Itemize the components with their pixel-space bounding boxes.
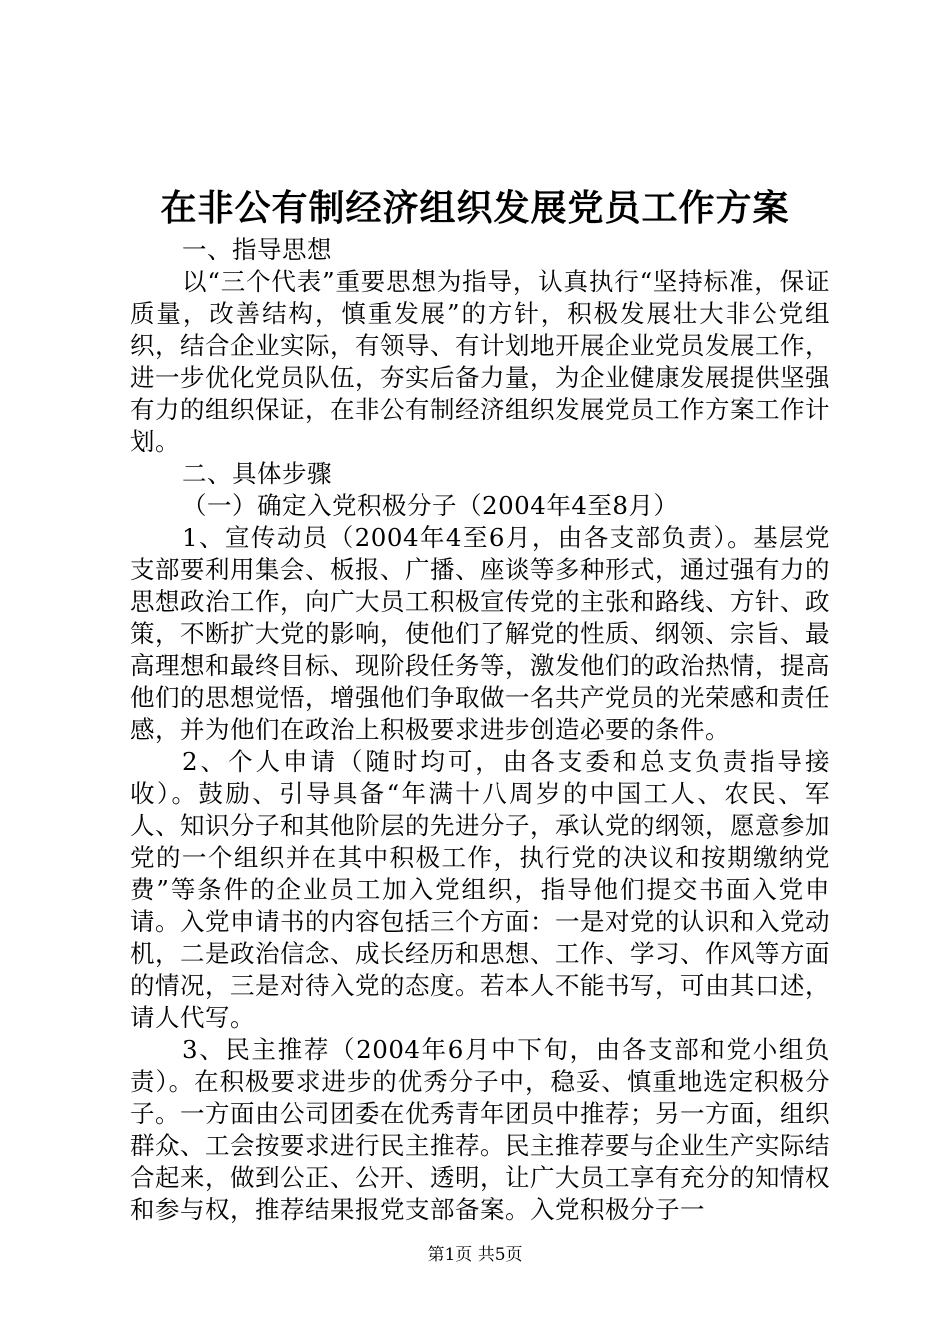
section-heading-guiding-thought: 一、指导思想 <box>182 235 332 264</box>
paragraph-recommendation: 3、民主推荐（2004年6月中下旬，由各支部和党小组负责）。在积极要求进步的优秀分子中，稳妥、慎重地选定积极分子。一方面由公司团委在优秀青年团员中推荐；另一方面，组织群众、工会按要求进行民主推荐。民主推荐要与企业生产实际结合起来，做到公正、公开、透明，让广大员工享有充分的知情权和参与权，推荐结果报党支部备案。入党积极分子一 <box>130 1035 830 1224</box>
paragraph-guiding-thought: 以“三个代表”重要思想为指导，认真执行“坚持标准，保证质量，改善结构，慎重发展”的方针，积极发展壮大非公党组织，结合企业实际，有领导、有计划地开展企业党员发展工作，进一步优化党员队伍，夯实后备力量，为企业健康发展提供坚强有力的组织保证，在非公有制经济组织发展党员工作方案工作计划。 <box>130 267 830 456</box>
document-body <box>130 234 830 1226</box>
document-title: 在非公有制经济组织发展党员工作方案 <box>160 187 790 229</box>
paragraph-publicity: 1、宣传动员（2004年4至6月，由各支部负责）。基层党支部要利用集会、板报、广播、座谈等多种形式，通过强有力的思想政治工作，向广大员工积极宣传党的主张和路线、方针、政策，不断扩大党的影响，使他们了解党的性质、纲领、宗旨、最高理想和最终目标、现阶段任务等，激发他们的政治热情，提高他们的思想觉悟，增强他们争取做一名共产党员的光荣感和责任感，并为他们在政治上积极要求进步创造必要的条件。 <box>130 523 830 744</box>
section-heading-steps: 二、具体步骤 <box>182 459 332 488</box>
page-number-footer: 第1页 共5页 <box>427 1245 523 1265</box>
subsection-heading-activists: （一）确定入党积极分子（2004年4至8月） <box>182 491 679 520</box>
paragraph-application: 2、个人申请（随时均可，由各支委和总支负责指导接收）。鼓励、引导具备“年满十八周岁的中国工人、农民、军人、知识分子和其他阶层的先进分子，承认党的纲领，愿意参加党的一个组织并在其中积极工作，执行党的决议和按期缴纳党费”等条件的企业员工加入党组织，指导他们提交书面入党申请。入党申请书的内容包括三个方面：一是对党的认识和入党动机，二是政治信念、成长经历和思想、工作、学习、作风等方面的情况，三是对待入党的态度。若本人不能书写，可由其口述，请人代写。 <box>130 747 830 1032</box>
